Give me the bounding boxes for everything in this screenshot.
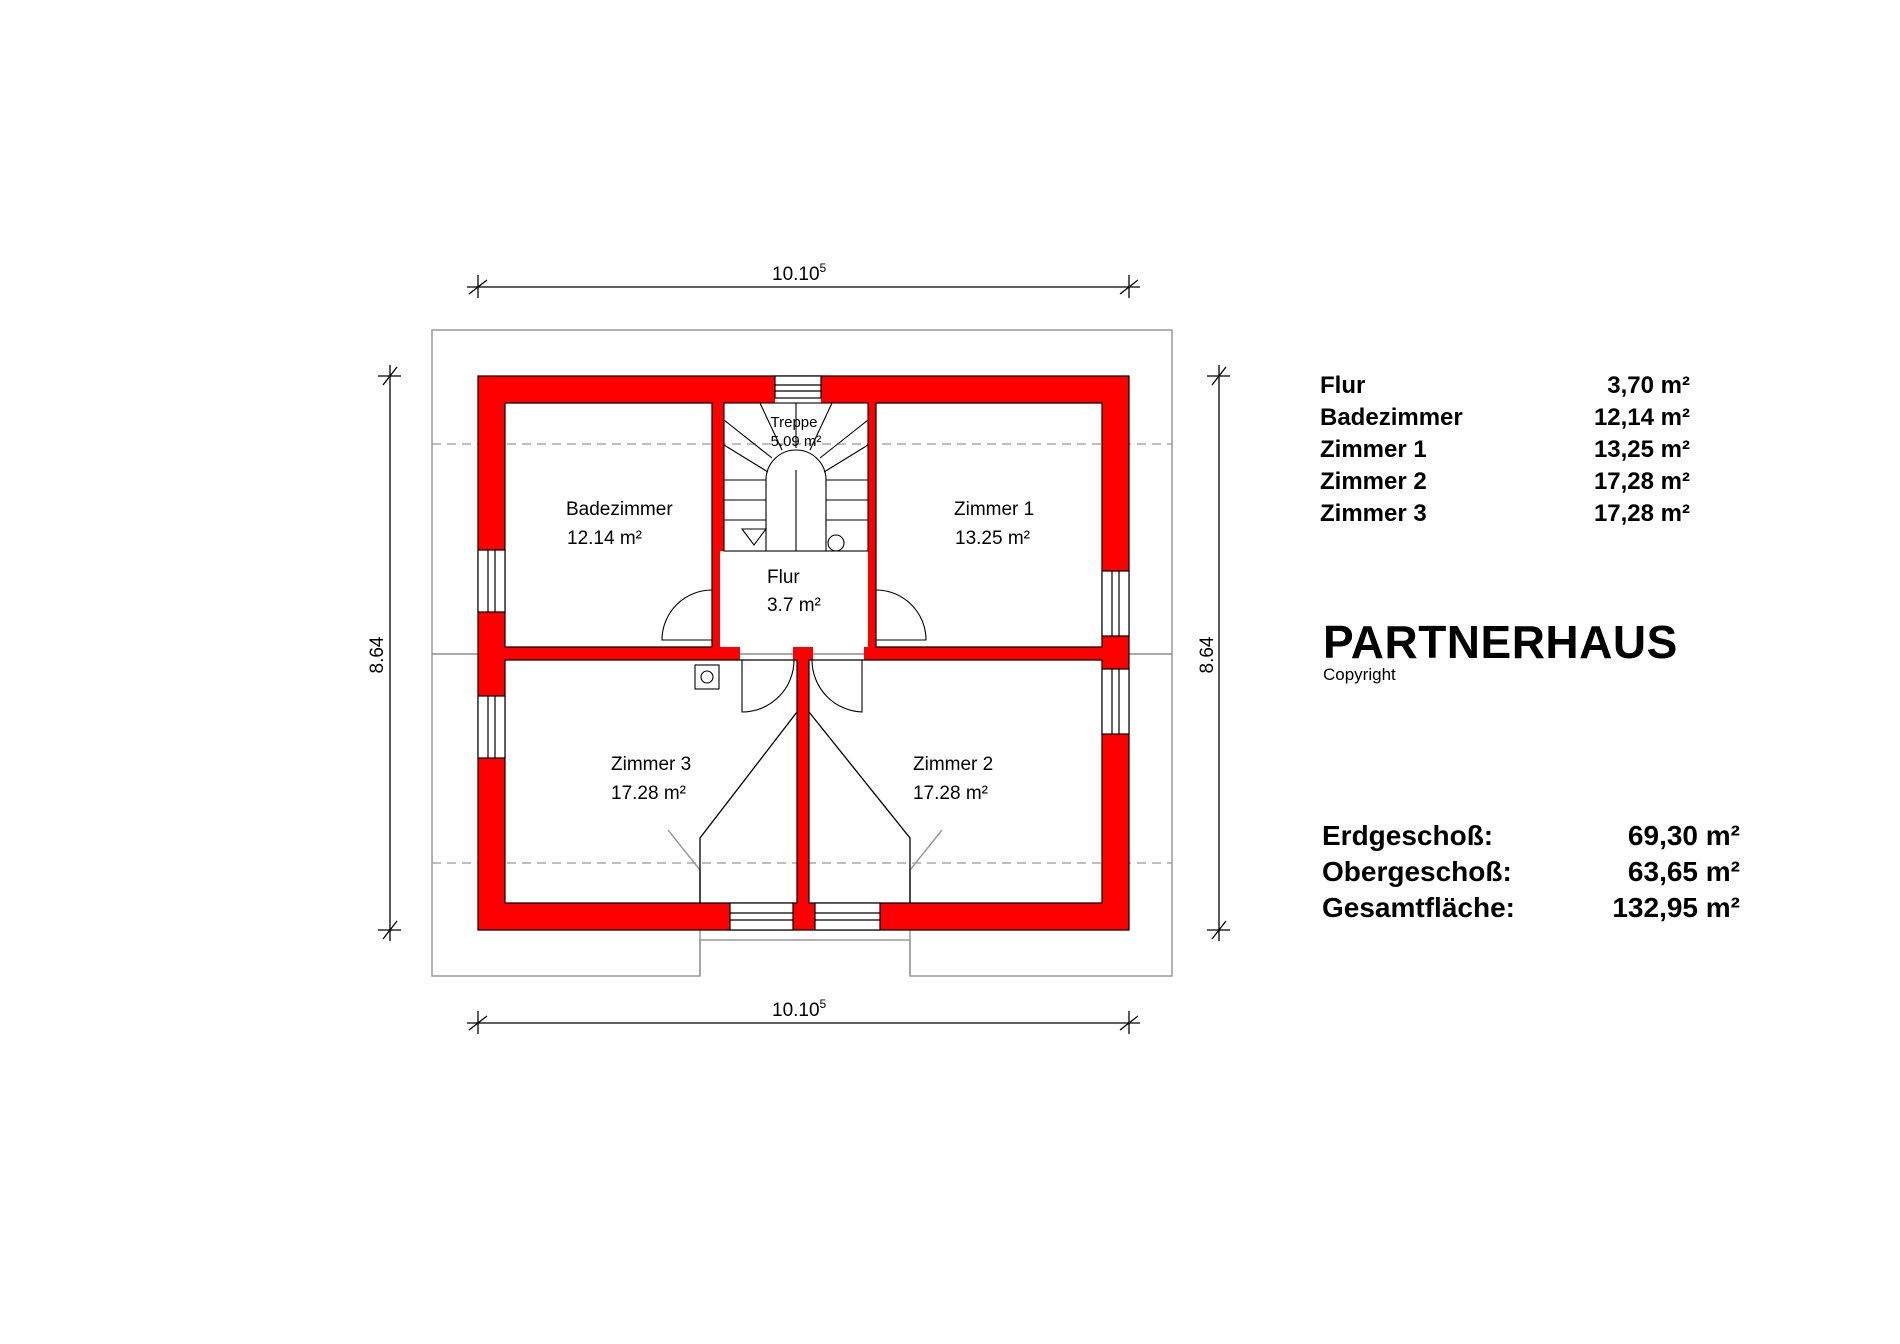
room-name-zimmer2: Zimmer 2: [913, 754, 994, 775]
wall-top-right: [821, 376, 1129, 403]
total-row: [1322, 854, 1740, 890]
room-area-treppe: 5.09 m²: [770, 433, 822, 450]
wall-left-2: [478, 612, 505, 696]
wall-left-3: [478, 758, 505, 930]
window-right-1: [1102, 571, 1129, 636]
total-value: 69,30 m²: [1627, 820, 1740, 851]
wall-bottom-mid: [793, 903, 815, 930]
wall-mid-right: [864, 647, 1102, 660]
window-bottom-1: [730, 903, 793, 930]
room-name-zimmer3: Zimmer 3: [611, 754, 692, 775]
room-area-zimmer1: 13.25 m²: [955, 528, 1030, 549]
door-bath: [662, 590, 712, 640]
area-name: Zimmer 3: [1320, 500, 1427, 527]
area-name: Flur: [1320, 372, 1366, 399]
area-value: 12,14 m²: [1593, 404, 1690, 431]
window-left-2: [478, 696, 505, 758]
floor-totals: [1322, 818, 1740, 926]
total-value: 132,95 m²: [1612, 892, 1740, 923]
room-name-treppe: Treppe: [770, 414, 818, 431]
wall-right-1: [1102, 376, 1129, 571]
wall-inner-stair-left: [718, 403, 724, 551]
area-name: Zimmer 1: [1320, 436, 1427, 463]
room-name-zimmer1: Zimmer 1: [954, 499, 1035, 520]
wall-right-3: [1102, 734, 1129, 930]
window-right-2: [1102, 669, 1129, 734]
dimension-bottom: 10.10$^5$: [772, 997, 827, 1021]
wall-right-2: [1102, 636, 1129, 669]
dimension-right: 8.64: [1197, 636, 1218, 674]
brand-copyright: Copyright: [1323, 665, 1396, 684]
room-name-flur: Flur: [767, 567, 800, 588]
area-row: [1320, 402, 1690, 434]
wall-mid-left: [505, 647, 740, 660]
brand-name: PARTNERHAUS: [1323, 616, 1678, 668]
wall-bottom-right: [880, 903, 1129, 930]
wall-left-1: [478, 376, 505, 550]
wall-top-left: [478, 376, 775, 403]
area-row: [1320, 370, 1690, 402]
room-area-table: [1320, 370, 1690, 530]
total-label: Obergeschoß:: [1322, 856, 1512, 887]
area-name: Zimmer 2: [1320, 468, 1427, 495]
dimension-top: 10.10$^5$: [772, 261, 827, 285]
chimney-icon: [695, 665, 719, 689]
room-area-flur: 3.7 m²: [767, 595, 821, 616]
brand-block: [1323, 618, 1678, 684]
wall-bottom-left: [478, 903, 730, 930]
door-zimmer2: [812, 660, 862, 712]
room-area-zimmer2: 17.28 m²: [913, 783, 988, 804]
wall-inner-zimmer1: [868, 403, 876, 647]
area-row: [1320, 466, 1690, 498]
total-value: 63,65 m²: [1627, 856, 1740, 887]
window-left-1: [478, 550, 505, 612]
window-bottom-2: [815, 903, 880, 930]
area-row: [1320, 498, 1690, 530]
total-row: [1322, 818, 1740, 854]
area-value: 13,25 m²: [1593, 436, 1690, 463]
wall-mid-stub: [793, 647, 813, 660]
wall-center: [797, 660, 809, 903]
window-top: [775, 376, 821, 398]
door-zimmer3: [742, 660, 794, 712]
door-zimmer1: [876, 590, 926, 640]
stair-start-icon: [828, 535, 844, 551]
total-label: Gesamtfläche:: [1322, 892, 1515, 923]
area-row: [1320, 434, 1690, 466]
area-value: 17,28 m²: [1593, 500, 1690, 527]
total-row: [1322, 890, 1740, 926]
total-label: Erdgeschoß:: [1322, 820, 1494, 851]
room-area-badezimmer: 12.14 m²: [567, 528, 642, 549]
stair-arrow-icon: [742, 529, 766, 545]
area-value: 3,70 m²: [1607, 372, 1690, 399]
walls: [478, 376, 1129, 930]
room-name-badezimmer: Badezimmer: [566, 499, 673, 520]
area-value: 17,28 m²: [1593, 468, 1690, 495]
area-name: Badezimmer: [1320, 404, 1463, 431]
dimension-left: 8.64: [367, 636, 388, 674]
room-area-zimmer3: 17.28 m²: [611, 783, 686, 804]
